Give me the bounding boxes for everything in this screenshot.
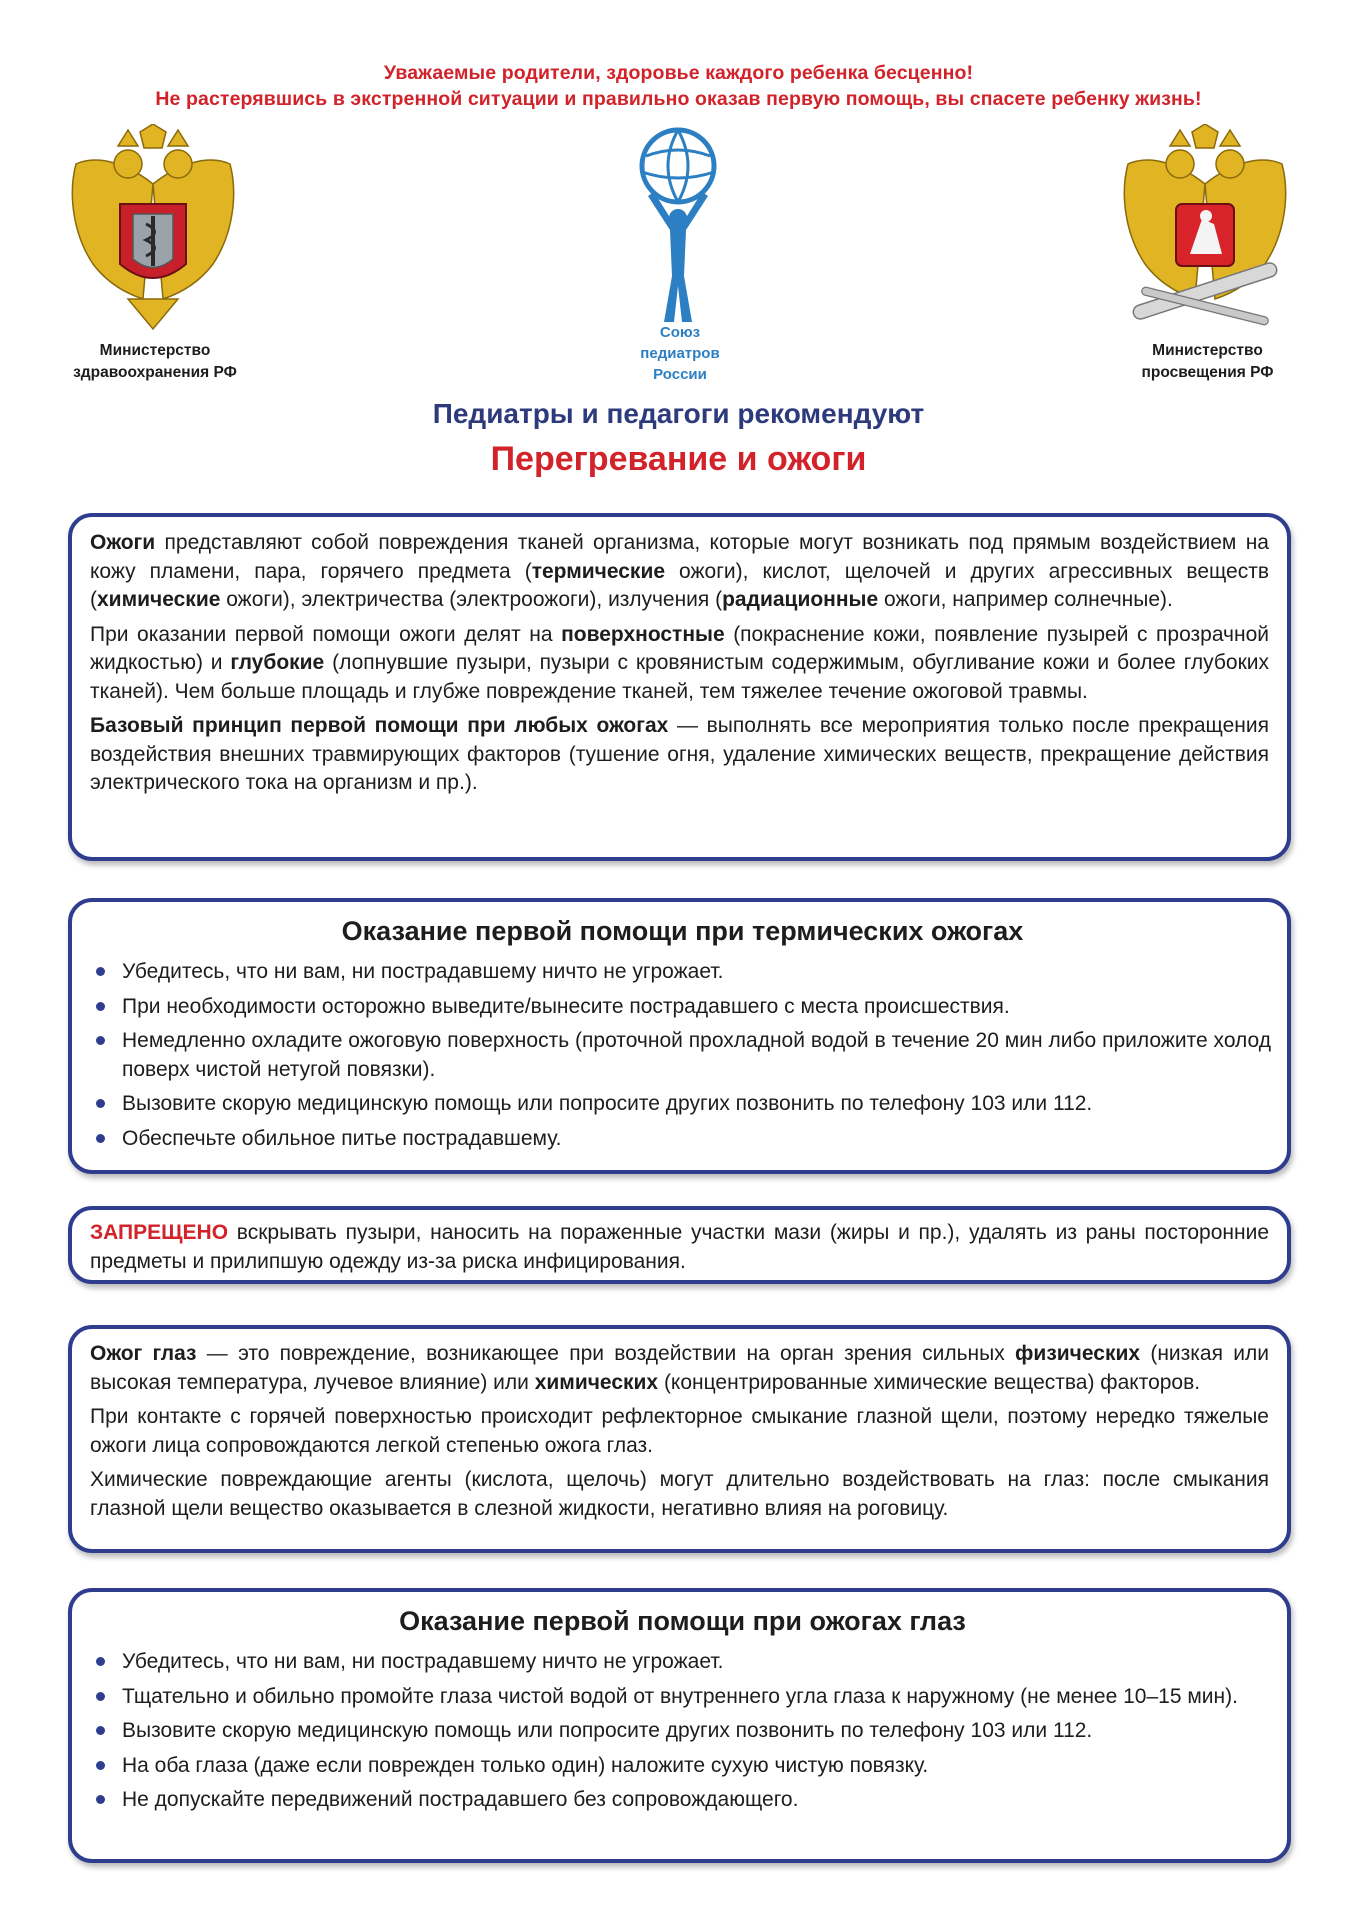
ministry-health-caption: Министерство здравоохранения РФ: [73, 342, 237, 381]
burns-intro-box: [68, 513, 1291, 861]
union-pediatricians-logo-icon: [628, 126, 728, 324]
intro-paragraph-1: Ожоги представляют собой повреждения тканей организма, которые могут возникать под прямым воздействием на кожу пламени, пара, горячего предмета (термические ожоги), кислот, щелочей и других агрессивных веществ (химические ожоги), электричества (электроожоги), излучения (радиационные ожоги, например солнечные).: [90, 531, 1269, 611]
list-item: Не допускайте передвижений пострадавшего без сопровождающего.: [94, 1786, 1271, 1815]
page-headline: Педиатры и педагоги рекомендуют: [432, 398, 925, 429]
bullet-icon: [96, 1657, 105, 1666]
list-item: Обеспечьте обильное питье пострадавшему.: [94, 1125, 1271, 1154]
thermal-burns-aid-box: [68, 898, 1291, 1174]
list-item: Убедитесь, что ни вам, ни пострадавшему ничто не угрожает.: [94, 1648, 1271, 1677]
eye-paragraph-2: При контакте с горячей поверхностью происходит рефлекторное смыкание глазной щели, поэтому нередко тяжелые ожоги лица сопровождаются легкой степенью ожога глаз.: [90, 1405, 1269, 1457]
ministry-health-emblem-icon: [58, 124, 248, 336]
thermal-aid-list: [94, 958, 1271, 1153]
bullet-icon: [96, 1726, 105, 1735]
page-title: Перегревание и ожоги: [490, 440, 867, 478]
list-item: Убедитесь, что ни вам, ни пострадавшему ничто не угрожает.: [94, 958, 1271, 987]
thermal-aid-heading: Оказание первой помощи при термических ожогах: [341, 916, 1024, 946]
forbidden-box: [68, 1206, 1291, 1284]
eye-paragraph-3: Химические повреждающие агенты (кислота, щелочь) могут длительно воздействовать на глаз: после смыкания глазной щели вещество оказывается в слезной жидкости, негативно влияя на роговицу.: [90, 1468, 1269, 1520]
bullet-icon: [96, 1002, 105, 1011]
list-item: Вызовите скорую медицинскую помощь или попросите других позвонить по телефону 103 или 112.: [94, 1717, 1271, 1746]
bullet-icon: [96, 1692, 105, 1701]
bullet-icon: [96, 1761, 105, 1770]
eye-burns-info-box: [68, 1325, 1291, 1553]
list-item: Тщательно и обильно промойте глаза чистой водой от внутреннего угла глаза к наружному (не менее 10–15 мин).: [94, 1683, 1271, 1712]
eye-aid-list: [94, 1648, 1271, 1815]
header-line-1: Уважаемые родители, здоровье каждого ребенка бесценно!: [383, 62, 974, 84]
bullet-icon: [96, 1795, 105, 1804]
bullet-icon: [96, 1134, 105, 1143]
list-item: При необходимости осторожно выведите/вынесите пострадавшего с места происшествия.: [94, 993, 1271, 1022]
header-line-2: Не растерявшись в экстренной ситуации и правильно оказав первую помощь, вы спасете ребенку жизнь!: [155, 88, 1202, 110]
intro-paragraph-3: Базовый принцип первой помощи при любых ожогах — выполнять все мероприятия только после прекращения воздействия внешних травмирующих факторов (тушение огня, удаление химических веществ, прекращение действия электрического тока на организм и пр.).: [90, 714, 1269, 794]
list-item: Вызовите скорую медицинскую помощь или попросите других позвонить по телефону 103 или 112.: [94, 1090, 1271, 1119]
list-item: Немедленно охладите ожоговую поверхность (проточной прохладной водой в течение 20 мин либо приложите холод поверх чистой нетугой повязки).: [94, 1027, 1271, 1084]
eye-paragraph-1: Ожог глаз — это повреждение, возникающее при воздействии на орган зрения сильных физических (низкая или высокая температура, лучевое влияние) или химических (концентрированные химические вещества) факторов.: [90, 1342, 1269, 1394]
bullet-icon: [96, 1036, 105, 1045]
intro-paragraph-2: При оказании первой помощи ожоги делят на поверхностные (покраснение кожи, появление пузырей с прозрачной жидкостью) и глубокие (лопнувшие пузыри, пузыри с кровянистым содержимым, обугливание кожи и более глубоких тканей). Чем больше площадь и глубже повреждение тканей, тем тяжелее течение ожоговой травмы.: [90, 622, 1270, 703]
ministry-education-emblem-icon: [1110, 124, 1300, 336]
ministry-education-caption: Министерство просвещения РФ: [1141, 342, 1274, 381]
bullet-icon: [96, 967, 105, 976]
forbidden-label: ЗАПРЕЩЕНО: [90, 1221, 229, 1244]
union-pediatricians-caption: Союз педиатров России: [640, 324, 720, 383]
bullet-icon: [96, 1099, 105, 1108]
eye-burns-aid-box: [68, 1588, 1291, 1863]
eye-aid-heading: Оказание первой помощи при ожогах глаз: [399, 1606, 966, 1636]
forbidden-text: ЗАПРЕЩЕНО вскрывать пузыри, наносить на пораженные участки мази (жиры и пр.), удалять из раны посторонние предметы и прилипшую одежду из-за риска инфицирования.: [90, 1221, 1269, 1273]
list-item: На оба глаза (даже если поврежден только один) наложите сухую чистую повязку.: [94, 1752, 1271, 1781]
